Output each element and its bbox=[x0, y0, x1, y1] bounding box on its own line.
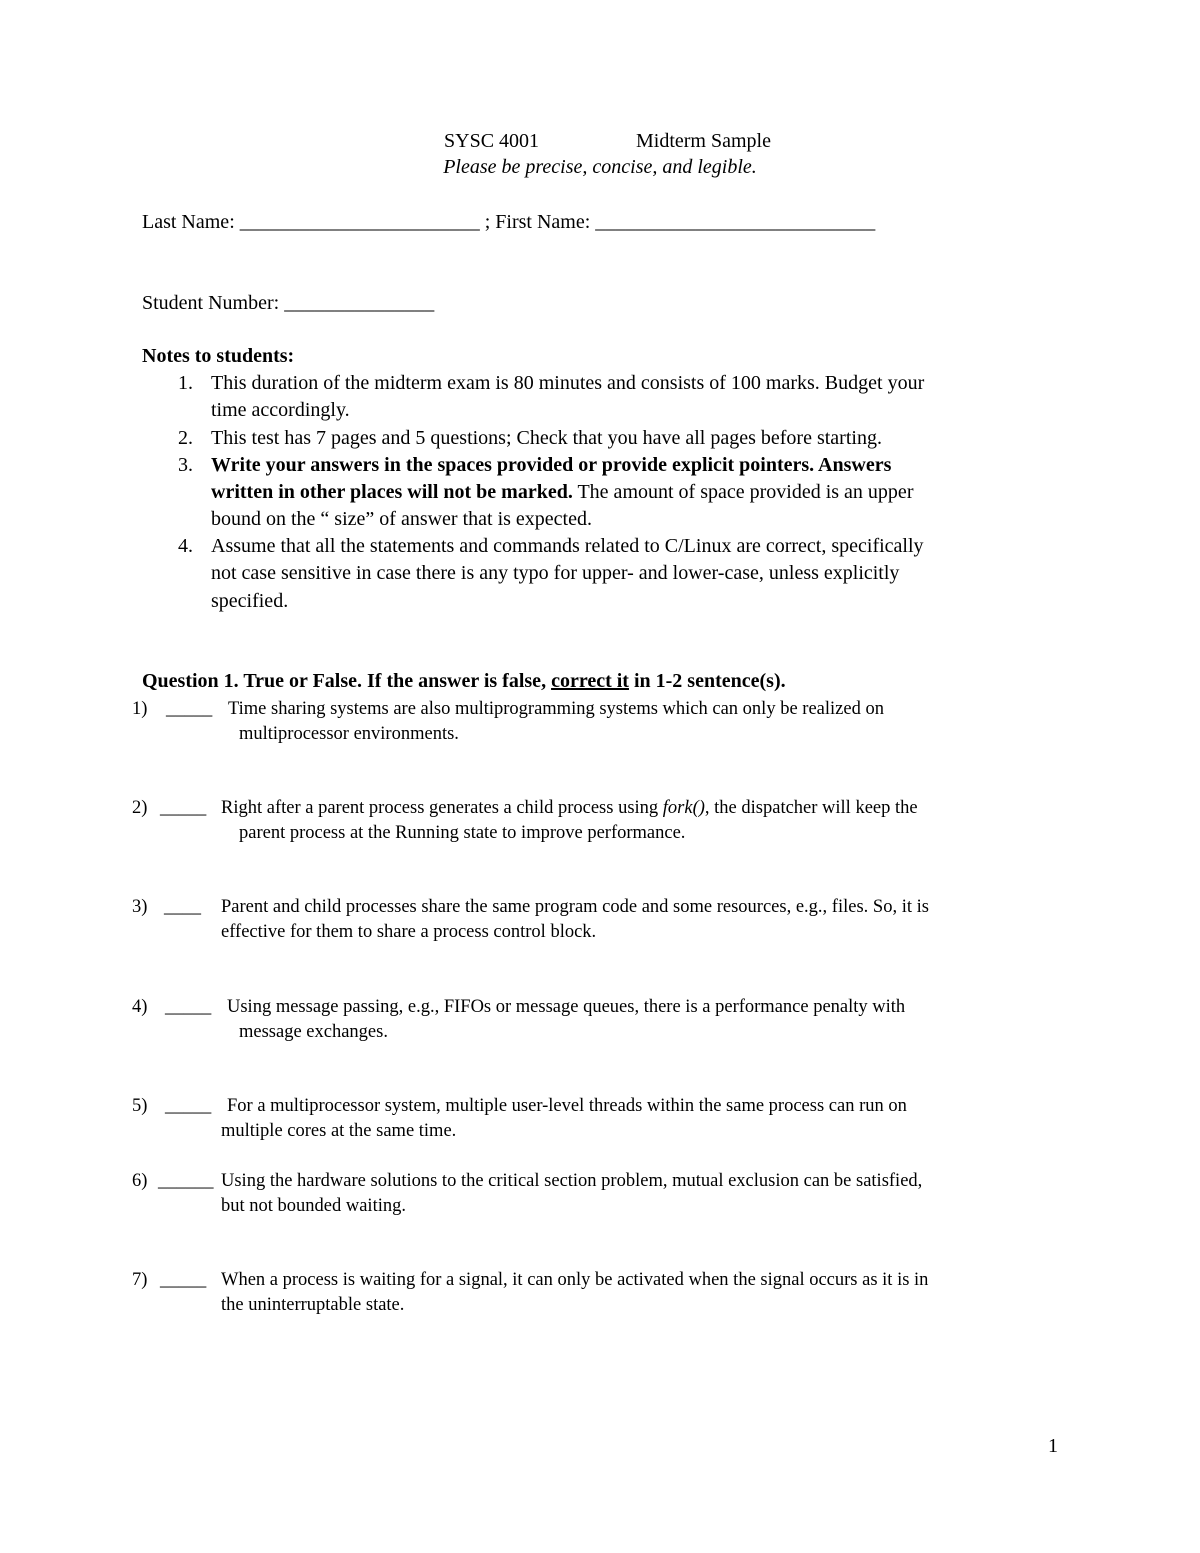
answer-blank: _____ bbox=[160, 798, 207, 818]
heading-underlined: correct it bbox=[551, 670, 629, 692]
name-fields: Last Name: ________________________ ; First Name: ____________________________ bbox=[142, 211, 876, 233]
item-text: but not bounded waiting. bbox=[221, 1196, 406, 1216]
heading-text: Question 1. True or False. If the answer is false, bbox=[142, 670, 552, 692]
item-text: parent process at the Running state to improve performance. bbox=[239, 823, 686, 843]
note-line: This test has 7 pages and 5 questions; Check that you have all pages before starting. bbox=[211, 427, 882, 449]
answer-blank: ____ bbox=[164, 897, 201, 917]
item-number: 1) bbox=[132, 699, 148, 719]
item-text: multiple cores at the same time. bbox=[221, 1121, 457, 1141]
note-line: time accordingly. bbox=[211, 399, 350, 421]
item-text: When a process is waiting for a signal, it can only be activated when the signal occurs as it is in bbox=[221, 1270, 929, 1290]
item-text: message exchanges. bbox=[239, 1022, 388, 1042]
item-text: effective for them to share a process control block. bbox=[221, 922, 597, 942]
page-number: 1 bbox=[1048, 1435, 1058, 1457]
note-line: Write your answers in the spaces provided or provide explicit pointers. Answers bbox=[211, 454, 892, 476]
notes-heading: Notes to students: bbox=[142, 345, 295, 367]
answer-blank: _____ bbox=[165, 1096, 212, 1116]
note-number: 4. bbox=[178, 535, 193, 557]
item-text: Using message passing, e.g., FIFOs or message queues, there is a performance penalty with bbox=[227, 997, 906, 1017]
answer-blank: _____ bbox=[160, 1270, 207, 1290]
course-code: SYSC 4001 bbox=[444, 130, 540, 152]
student-number-field: Student Number: _______________ bbox=[142, 292, 435, 314]
item-number: 3) bbox=[132, 897, 148, 917]
item-number: 7) bbox=[132, 1270, 148, 1290]
item-number: 2) bbox=[132, 798, 148, 818]
note-text: The amount of space provided is an upper bbox=[572, 481, 914, 503]
answer-blank: _____ bbox=[165, 997, 212, 1017]
item-number: 5) bbox=[132, 1096, 148, 1116]
item-text: multiprocessor environments. bbox=[239, 724, 459, 744]
note-number: 3. bbox=[178, 454, 193, 476]
note-line: bound on the “ size” of answer that is expected. bbox=[211, 508, 592, 530]
item-text-italic: fork() bbox=[662, 798, 705, 818]
note-line-mixed bbox=[211, 480, 913, 504]
note-number: 1. bbox=[178, 372, 193, 394]
note-line: This duration of the midterm exam is 80 minutes and consists of 100 marks. Budget your bbox=[211, 372, 925, 394]
item-text-part: , the dispatcher will keep the bbox=[704, 798, 918, 818]
item-text bbox=[221, 797, 918, 819]
note-line: not case sensitive in case there is any typo for upper- and lower-case, unless explicitly bbox=[211, 562, 900, 584]
note-line: Assume that all the statements and commands related to C/Linux are correct, specifically bbox=[211, 535, 924, 557]
answer-blank: ______ bbox=[158, 1171, 214, 1191]
item-number: 6) bbox=[132, 1171, 148, 1191]
note-number: 2. bbox=[178, 427, 193, 449]
exam-title: Midterm Sample bbox=[636, 130, 771, 152]
item-text: the uninterruptable state. bbox=[221, 1295, 405, 1315]
answer-blank: _____ bbox=[166, 699, 213, 719]
note-line: specified. bbox=[211, 590, 289, 612]
exam-subtitle: Please be precise, concise, and legible. bbox=[443, 156, 757, 178]
note-bold-text: written in other places will not be marked. bbox=[211, 481, 573, 503]
item-text: Time sharing systems are also multiprogramming systems which can only be realized on bbox=[228, 699, 884, 719]
item-text: For a multiprocessor system, multiple user-level threads within the same process can run on bbox=[227, 1096, 907, 1116]
heading-text: in 1-2 sentence(s). bbox=[628, 670, 786, 692]
item-text: Parent and child processes share the same program code and some resources, e.g., files. So, it is bbox=[221, 897, 929, 917]
item-text: Using the hardware solutions to the critical section problem, mutual exclusion can be satisfied, bbox=[221, 1171, 923, 1191]
item-text-part: Right after a parent process generates a child process using bbox=[221, 798, 663, 818]
question-heading bbox=[142, 669, 786, 693]
item-number: 4) bbox=[132, 997, 148, 1017]
